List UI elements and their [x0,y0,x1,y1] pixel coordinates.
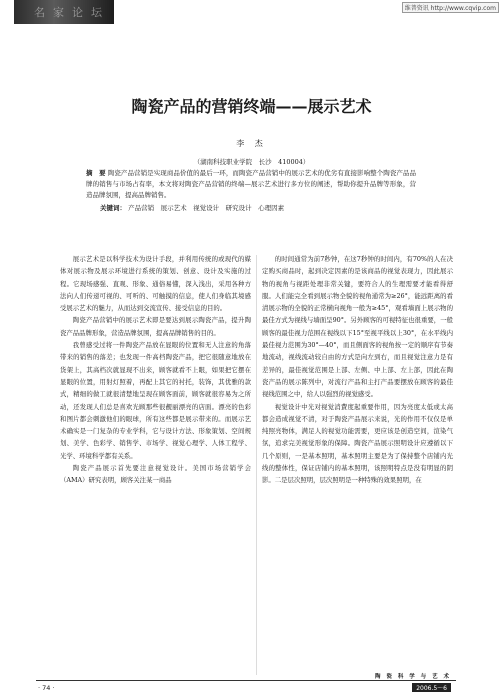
paragraph: 陶瓷产品展示首先要注意视觉设计。美国市场营销学会（AMA）研究表明，顾客关注某一商品 [60,464,251,485]
footer-rule [36,680,456,681]
paragraph: 陶瓷产品营销中的展示艺术即是要达到展示陶瓷产品，提升陶瓷产品品牌形象，营造品牌氛围，提高品牌销售的目的。 [60,316,251,337]
abstract-label: 摘 要 [86,169,106,177]
issue-badge: 2006.5～6 [412,683,451,692]
paragraph: 我曾感受过将一件陶瓷产品放在显眼的位置和无人注意的角落带来的销售的落差；也发现一件高档陶瓷产品，把它很随意地放在货架上，其高档次就显现不出来，顾客就看不上眼，如果把它摆在显眼的位置，用射灯照着，再配上其它的衬托，装饰，其优雅的款式，精细的做工就很清楚地呈现在顾客面前，顾客就很容易为之所动，还发现人们总是喜欢光顾那些很靓丽漂亮的店面。漂亮的色彩和图片都会刺激他们的眼球，所有这些都是展示带来的。而展示艺术确实是一门复杂的专业学科，它与设计方法、形象策划、空间规划、美学、色彩学、销售学、市场学、视觉心理学、人体工程学、光学、环境科学都有关系。 [60,341,251,460]
column-divider [256,255,257,675]
header-banner [14,0,114,24]
body-column-right [262,253,453,487]
keywords-label: 关键词： [100,204,126,212]
page-number: · 74 · [38,684,55,692]
banner-text: 名家论坛 [34,6,110,19]
paragraph: 展示艺术是以科学技术为设计手段，并利用传统的或现代的媒体对展示物及展示环境进行系统的策划、创意、设计及实施的过程。它现场感强、直观、形象、通俗易懂，深入浅出，采用各种方法向人们传递可视的、可听的、可触摸的信息，使人们身临其境感受展示艺术的魅力，从而达到交流宣传、接受信息的目的。 [60,255,251,313]
affiliation: （湖南科技职业学院 长沙 410004） [193,158,310,166]
watermark: 维普资讯 http://www.cqvip.com [402,2,499,13]
keywords [100,203,420,212]
journal-name: 陶 瓷 科 学 与 艺 术 [375,674,451,680]
author: 李 杰 [236,139,267,148]
paragraph: 视觉设计中光对视觉消費度起重要作用，因为亮度太低或太高都会造成视觉不清，对于陶瓷产品展示来说，光的作用不仅仅是单纯照亮物体，满足人的视觉功能需要，更应该是创造空间，渲染气氛，追求完美视觉形象的保障。陶瓷产品展示照明设计应遵循以下几个原则，一是基本照明，基本照明主要是为了保持整个店铺内光线的整体性，保证店铺内的基本照明，该照明特点是没有明显的阴影。二是层次照明，层次照明是一种特殊的效果照明，在 [262,402,453,485]
keywords-text: 产品营销 展示艺术 视觉设计 研究设计 心理因素 [128,204,285,212]
abstract-text: 陶瓷产品营销是实现商品价值的最后一环，而陶瓷产品营销中的展示艺术的优劣有直接影响整个陶瓷产品品牌的销售与市场占有率，本文将对陶瓷产品营销的终端—展示艺术进行多方位的阐述，帮助你提升品牌等形象，营造品牌氛围，提高品牌销售。 [86,169,417,199]
abstract [86,168,416,201]
page-title: 陶瓷产品的营销终端——展示艺术 [131,97,372,116]
body-column-left [60,253,251,487]
paragraph: 的时间通常为前7秒钟，在这7秒钟的时间内，有70%的人在决定购买商品时，起到决定因素的是该商品的视觉表现力，因此展示物的视角与视距处理非常关键，要符合人的生理需要才能看得舒服。人们能完全看到展示物全貌的视角通常为≥26°，能远距离的看清展示物的全貌的正常横向视角一般为≥45°，观看墙面上展示物的最佳方式为视线与墙面呈90°。另外顾客的可视特征也很重要，一般顾客的最佳视力范围在视线以下15°至视平线以上30°，在水平线内最佳视力范围为30°—40°，而且側面客的视角按一定的顺序有节奏地流动，视线流动较自由的方式是向左到右，而且视觉注意力是有差异的，最佳视觉范围是上部、左侧、中上部、左上部，因此在陶瓷产品的展示陈列中，对流行产品和主打产品要摆放在顾客的最佳视线范围之中，给人以强烈的视觉感受。 [262,255,453,399]
